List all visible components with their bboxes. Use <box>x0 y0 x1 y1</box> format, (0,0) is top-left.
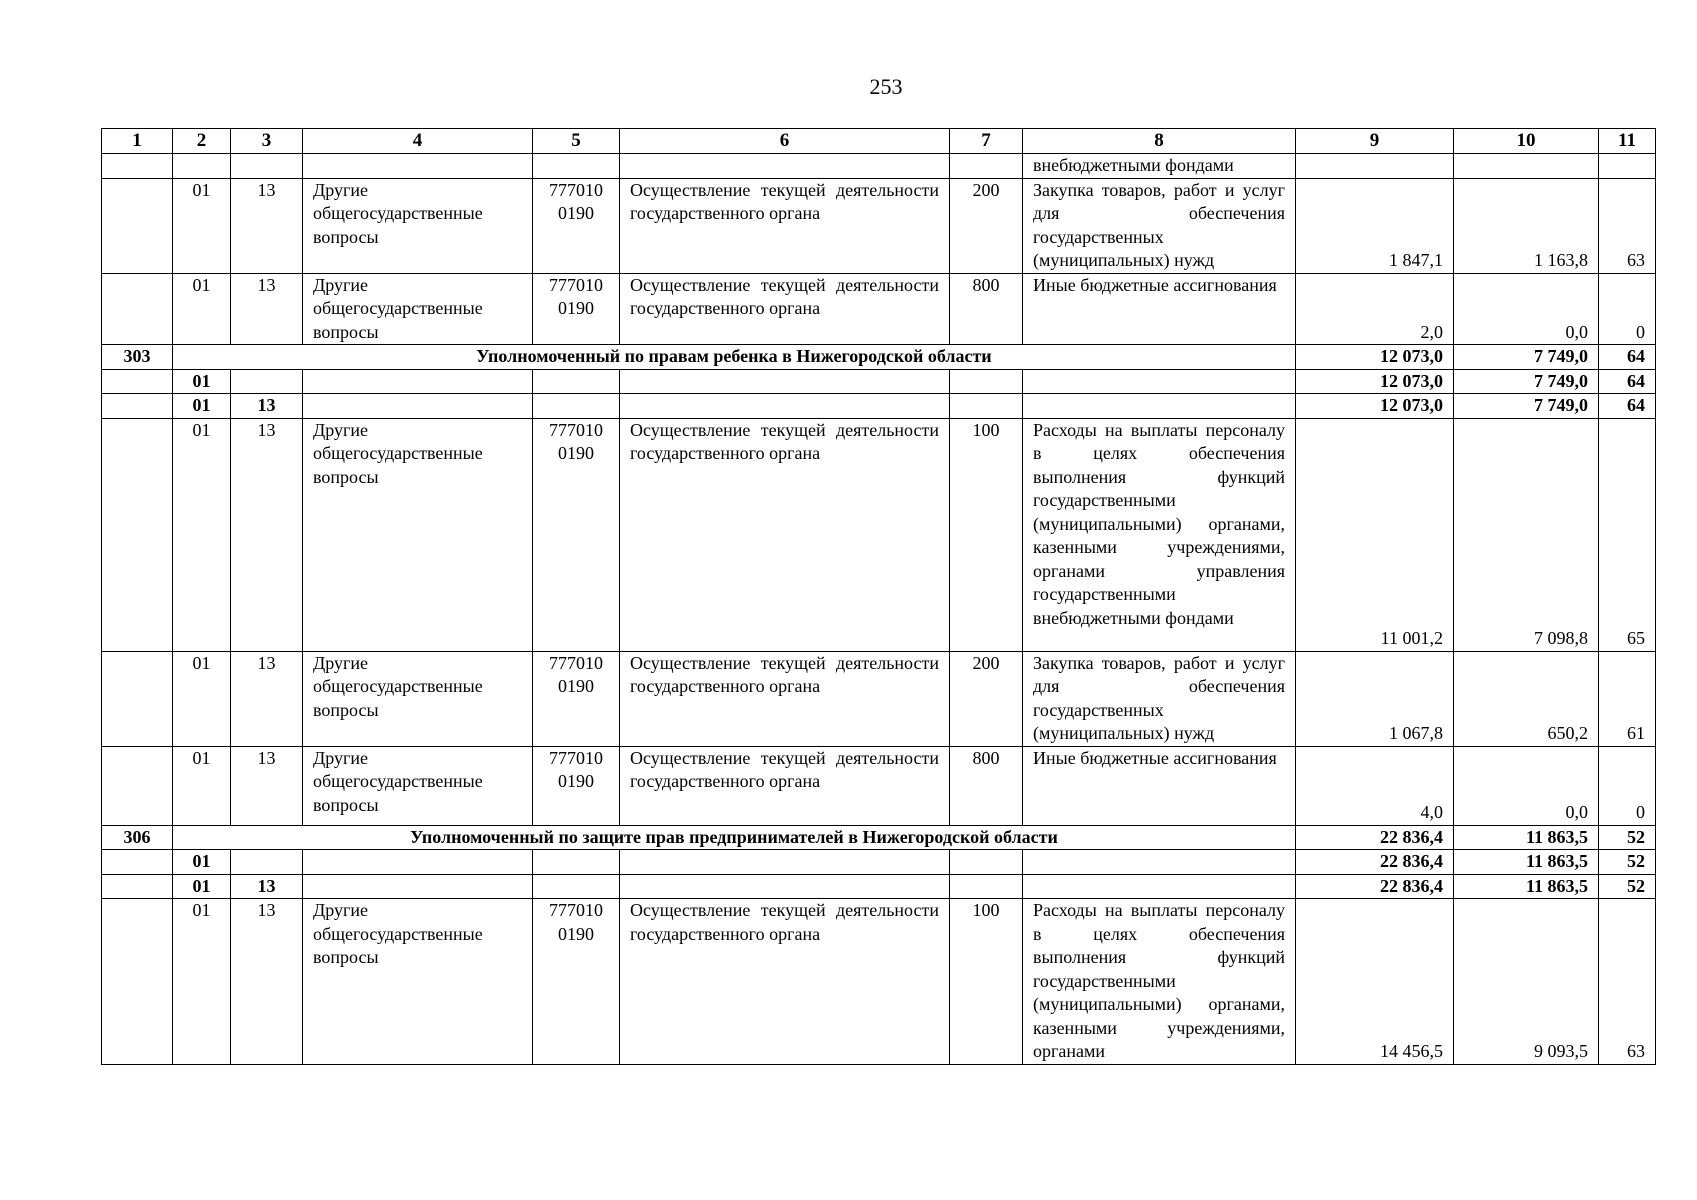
actual-amount-cell: 9 093,5 <box>1454 899 1599 1065</box>
section-code-cell: 01 <box>173 273 231 345</box>
actual-amount-cell: 11 863,5 <box>1454 850 1599 875</box>
plan-amount-cell: 22 836,4 <box>1296 850 1454 875</box>
target-article-cell: 777010 0190 <box>533 651 620 746</box>
plan-amount-cell: 12 073,0 <box>1296 394 1454 419</box>
plan-amount-cell: 4,0 <box>1296 746 1454 825</box>
percent-cell: 64 <box>1599 394 1656 419</box>
section-name-cell: Другие общегосударственные вопросы <box>303 899 533 1065</box>
target-article-cell: 777010 0190 <box>533 746 620 825</box>
org-total-row <box>102 825 1656 850</box>
plan-amount-cell: 1 847,1 <box>1296 178 1454 273</box>
target-article-cell: 777010 0190 <box>533 273 620 345</box>
subsection-code-cell: 13 <box>231 874 303 899</box>
section-code-cell: 01 <box>173 899 231 1065</box>
header-col-8: 8 <box>1023 129 1296 154</box>
org-code-cell: 303 <box>102 345 173 370</box>
expense-type-code-cell: 100 <box>950 899 1023 1065</box>
percent-cell: 64 <box>1599 345 1656 370</box>
section-code-cell: 01 <box>173 874 231 899</box>
expense-type-code-cell: 200 <box>950 651 1023 746</box>
subsection-code-cell: 13 <box>231 273 303 345</box>
target-article-name-cell: Осуществление текущей деятельности государственного органа <box>620 418 950 651</box>
plan-amount-cell: 2,0 <box>1296 273 1454 345</box>
header-col-5: 5 <box>533 129 620 154</box>
page-number: 253 <box>869 74 903 99</box>
actual-amount-cell: 7 749,0 <box>1454 345 1599 370</box>
section-name-cell: Другие общегосударственные вопросы <box>303 746 533 825</box>
target-article-cell: 777010 0190 <box>533 418 620 651</box>
header-col-11: 11 <box>1599 129 1656 154</box>
header-col-6: 6 <box>620 129 950 154</box>
section-name-cell: Другие общегосударственные вопросы <box>303 273 533 345</box>
percent-cell: 61 <box>1599 651 1656 746</box>
percent-cell: 0 <box>1599 273 1656 345</box>
actual-amount-cell: 7 098,8 <box>1454 418 1599 651</box>
table-row <box>102 651 1656 746</box>
plan-amount-cell: 11 001,2 <box>1296 418 1454 651</box>
header-col-2: 2 <box>173 129 231 154</box>
percent-cell: 52 <box>1599 874 1656 899</box>
table-row <box>102 273 1656 345</box>
percent-cell: 52 <box>1599 825 1656 850</box>
section-code-cell: 01 <box>173 746 231 825</box>
subsection-code-cell: 13 <box>231 651 303 746</box>
section-code-cell: 01 <box>173 651 231 746</box>
percent-cell: 0 <box>1599 746 1656 825</box>
actual-amount-cell: 11 863,5 <box>1454 825 1599 850</box>
org-total-row <box>102 345 1656 370</box>
actual-amount-cell: 11 863,5 <box>1454 874 1599 899</box>
section-name-cell: Другие общегосударственные вопросы <box>303 418 533 651</box>
org-code-cell: 306 <box>102 825 173 850</box>
header-col-1: 1 <box>102 129 173 154</box>
section-code-cell: 01 <box>173 394 231 419</box>
percent-cell: 65 <box>1599 418 1656 651</box>
percent-cell: 64 <box>1599 369 1656 394</box>
table-row <box>102 746 1656 825</box>
actual-amount-cell: 0,0 <box>1454 273 1599 345</box>
percent-cell: 63 <box>1599 178 1656 273</box>
target-article-name-cell: Осуществление текущей деятельности государственного органа <box>620 899 950 1065</box>
expense-type-code-cell: 100 <box>950 418 1023 651</box>
section-code-cell: 01 <box>173 369 231 394</box>
budget-table <box>101 128 1656 1065</box>
section-name-cell: Другие общегосударственные вопросы <box>303 651 533 746</box>
subsection-code-cell: 13 <box>231 418 303 651</box>
plan-amount-cell: 12 073,0 <box>1296 345 1454 370</box>
target-article-cell: 777010 0190 <box>533 178 620 273</box>
actual-amount-cell: 1 163,8 <box>1454 178 1599 273</box>
header-col-3: 3 <box>231 129 303 154</box>
expense-type-cell: Иные бюджетные ассигнования <box>1023 273 1296 345</box>
target-article-name-cell: Осуществление текущей деятельности государственного органа <box>620 178 950 273</box>
org-title-cell: Уполномоченный по правам ребенка в Нижегородской области <box>173 345 1296 370</box>
expense-type-code-cell: 800 <box>950 746 1023 825</box>
target-article-cell: 777010 0190 <box>533 899 620 1065</box>
percent-cell: 63 <box>1599 899 1656 1065</box>
expense-type-code-cell: 200 <box>950 178 1023 273</box>
header-row <box>102 129 1656 154</box>
expense-type-cell: внебюджетными фондами <box>1023 154 1296 179</box>
plan-amount-cell: 22 836,4 <box>1296 825 1454 850</box>
percent-cell: 52 <box>1599 850 1656 875</box>
target-article-name-cell: Осуществление текущей деятельности государственного органа <box>620 273 950 345</box>
plan-amount-cell: 12 073,0 <box>1296 369 1454 394</box>
subsection-total-row <box>102 394 1656 419</box>
org-title-cell: Уполномоченный по защите прав предпринимателей в Нижегородской области <box>173 825 1296 850</box>
target-article-name-cell: Осуществление текущей деятельности государственного органа <box>620 651 950 746</box>
section-total-row <box>102 850 1656 875</box>
subsection-code-cell: 13 <box>231 394 303 419</box>
subsection-total-row <box>102 874 1656 899</box>
expense-type-cell: Расходы на выплаты персоналу в целях обеспечения выполнения функций государственными (муниципальными) органами, казенными учреждениями, органами <box>1023 899 1296 1065</box>
section-code-cell: 01 <box>173 178 231 273</box>
actual-amount-cell: 0,0 <box>1454 746 1599 825</box>
plan-amount-cell: 1 067,8 <box>1296 651 1454 746</box>
section-code-cell: 01 <box>173 850 231 875</box>
plan-amount-cell: 22 836,4 <box>1296 874 1454 899</box>
subsection-code-cell: 13 <box>231 899 303 1065</box>
table-row <box>102 178 1656 273</box>
section-total-row <box>102 369 1656 394</box>
plan-amount-cell: 14 456,5 <box>1296 899 1454 1065</box>
subsection-code-cell: 13 <box>231 746 303 825</box>
expense-type-cell: Закупка товаров, работ и услуг для обеспечения государственных (муниципальных) нужд <box>1023 178 1296 273</box>
table-row <box>102 899 1656 1065</box>
expense-type-cell: Иные бюджетные ассигнования <box>1023 746 1296 825</box>
target-article-name-cell: Осуществление текущей деятельности государственного органа <box>620 746 950 825</box>
subsection-code-cell: 13 <box>231 178 303 273</box>
header-col-4: 4 <box>303 129 533 154</box>
header-col-9: 9 <box>1296 129 1454 154</box>
actual-amount-cell: 7 749,0 <box>1454 394 1599 419</box>
section-code-cell: 01 <box>173 418 231 651</box>
header-col-10: 10 <box>1454 129 1599 154</box>
actual-amount-cell: 650,2 <box>1454 651 1599 746</box>
actual-amount-cell: 7 749,0 <box>1454 369 1599 394</box>
continuation-row <box>102 154 1656 179</box>
section-name-cell: Другие общегосударственные вопросы <box>303 178 533 273</box>
expense-type-code-cell: 800 <box>950 273 1023 345</box>
table-row <box>102 418 1656 651</box>
expense-type-cell: Закупка товаров, работ и услуг для обеспечения государственных (муниципальных) нужд <box>1023 651 1296 746</box>
header-col-7: 7 <box>950 129 1023 154</box>
expense-type-cell: Расходы на выплаты персоналу в целях обеспечения выполнения функций государственными (муниципальными) органами, казенными учреждениями, органами управления государственными внебюджетными фондами <box>1023 418 1296 651</box>
